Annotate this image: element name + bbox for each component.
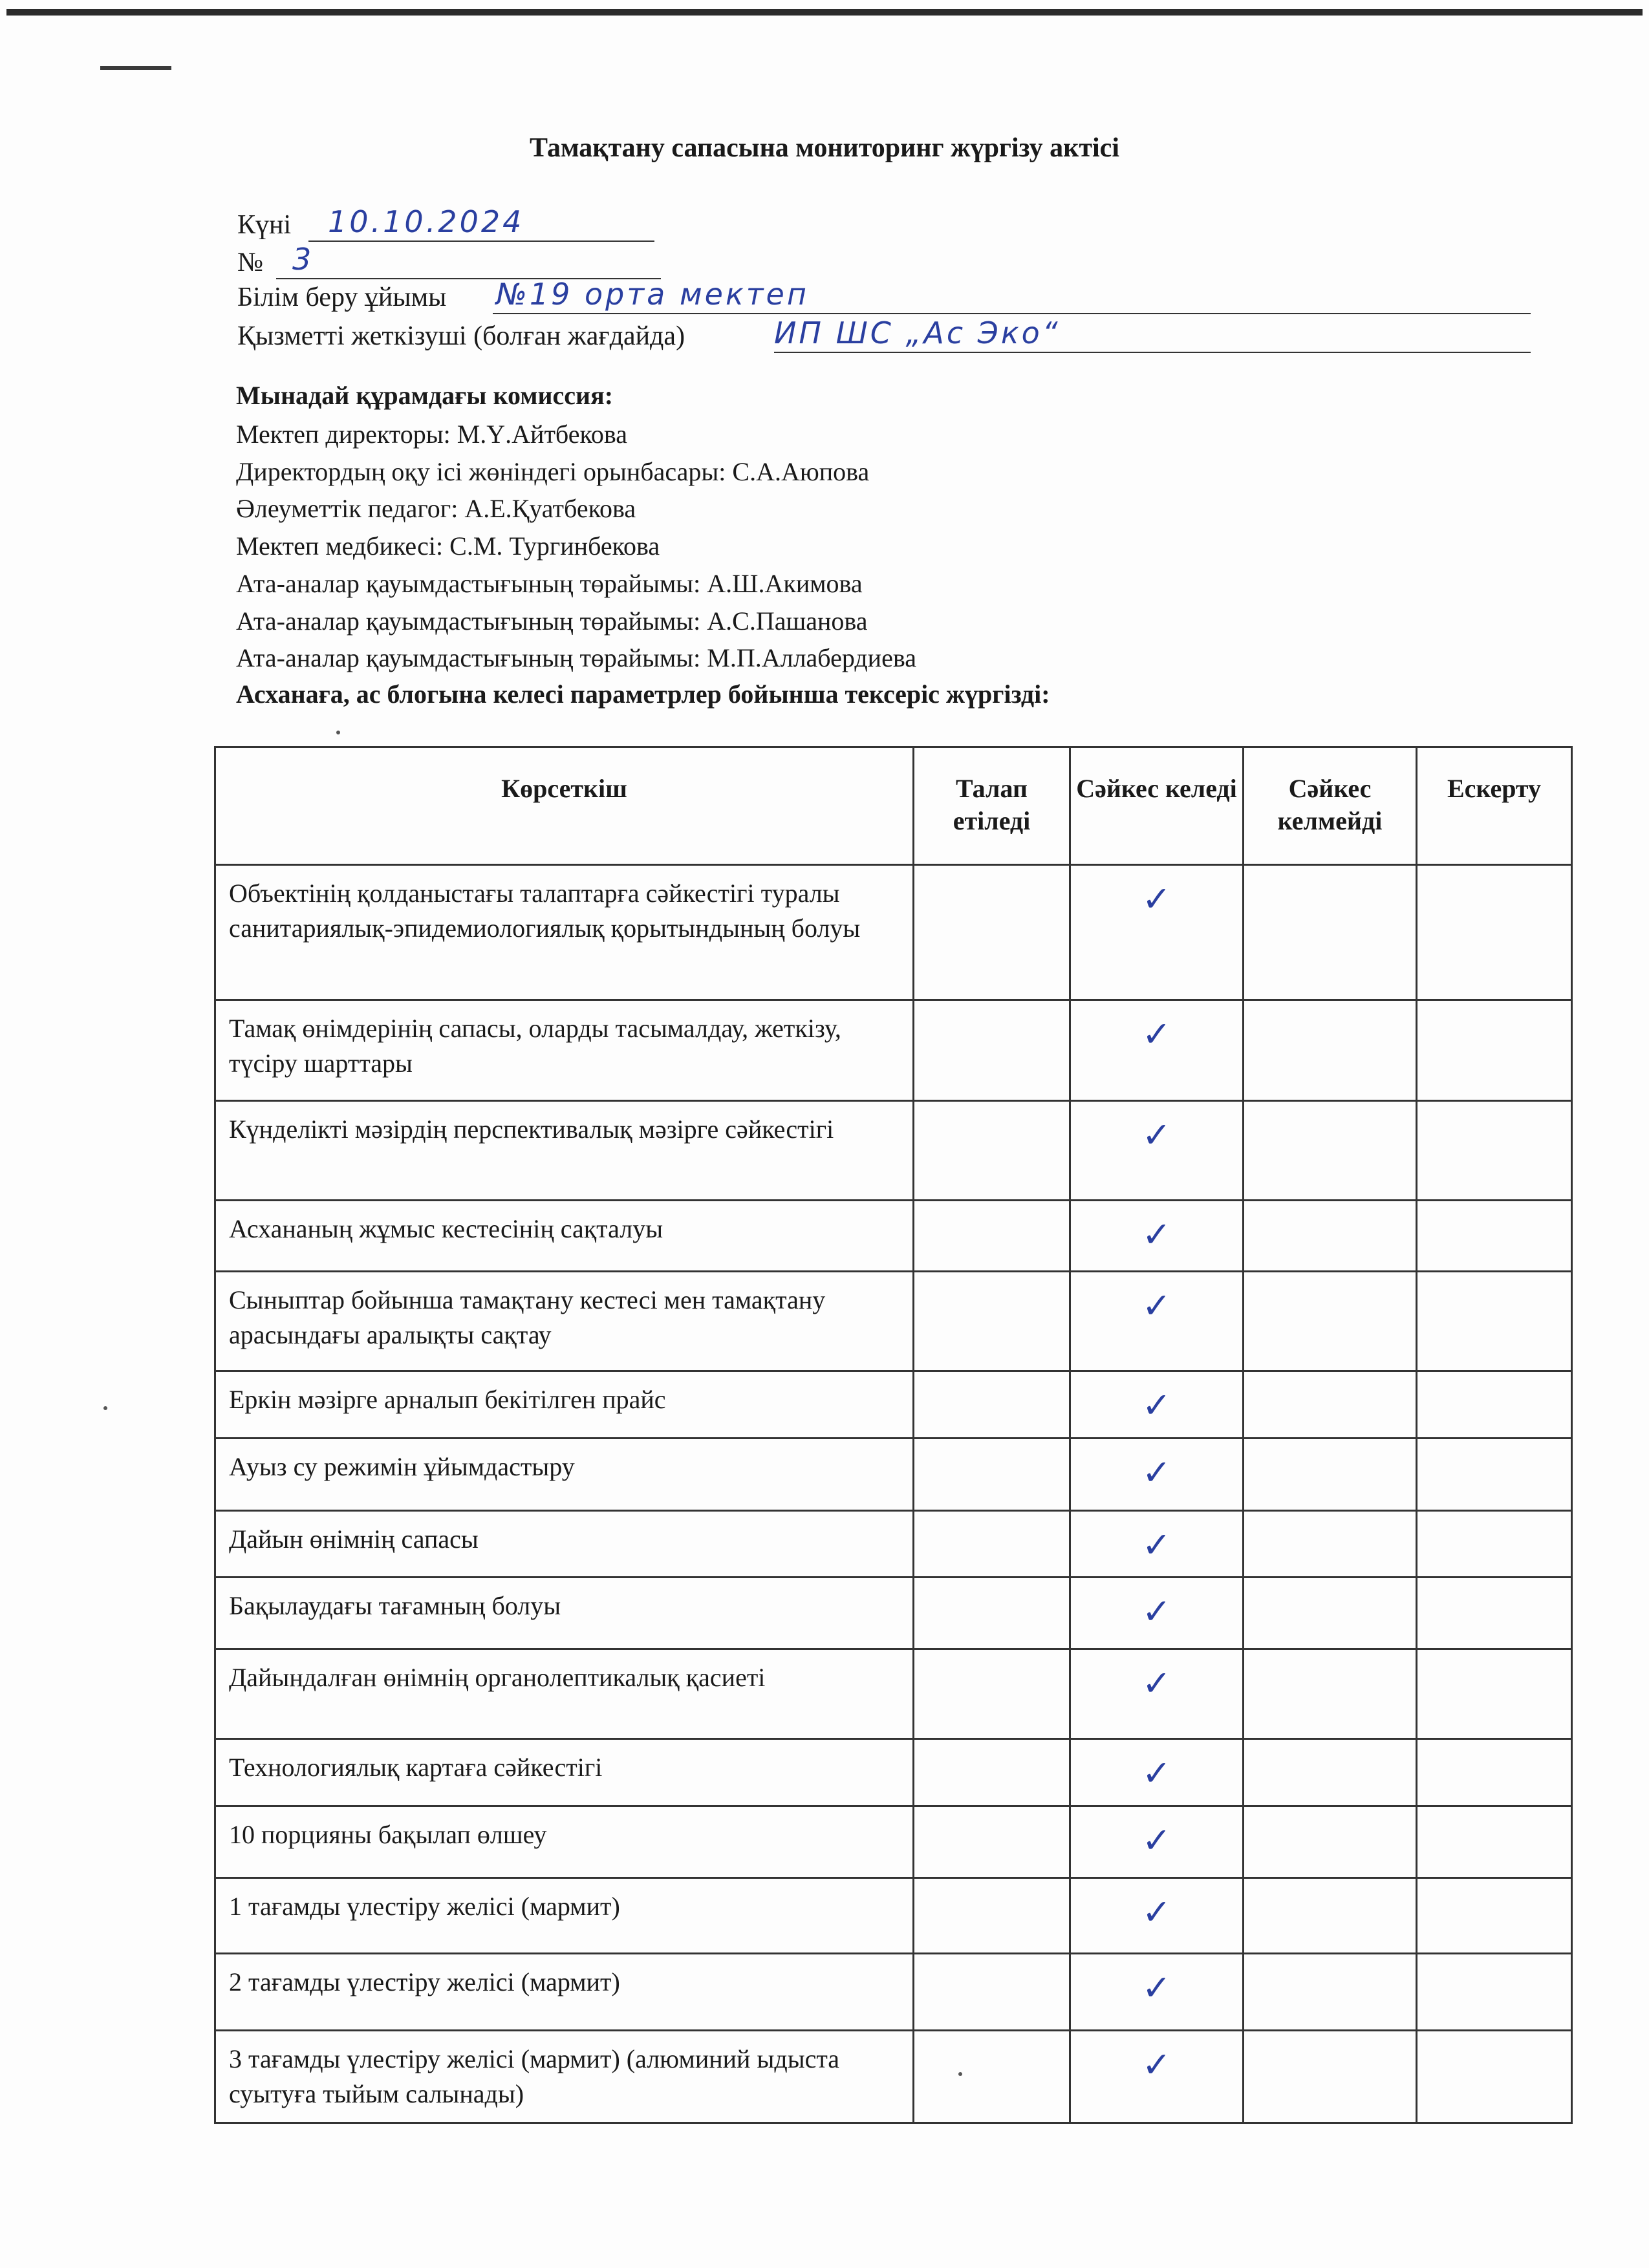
indicator-cell: Дайын өнімнің сапасы bbox=[215, 1511, 914, 1578]
required-cell bbox=[914, 1201, 1070, 1272]
note-cell bbox=[1417, 2031, 1572, 2123]
required-cell bbox=[914, 1439, 1070, 1511]
check-mark: ✓ bbox=[1141, 1967, 1172, 2008]
indicator-cell: Сыныптар бойынша тамақтану кестесі мен тамақтану арасындағы аралықты сақтау bbox=[215, 1272, 914, 1371]
not-complies-cell bbox=[1244, 2031, 1417, 2123]
check-mark: ✓ bbox=[1141, 2044, 1172, 2085]
scan-dot bbox=[103, 1406, 107, 1410]
table-row bbox=[215, 1371, 1572, 1439]
note-cell bbox=[1417, 1000, 1572, 1101]
date-value: 10.10.2024 bbox=[328, 204, 524, 239]
check-mark: ✓ bbox=[1141, 1753, 1172, 1793]
indicator-cell: 3 тағамды үлестіру желісі (мармит) (алюминий ыдыста суытуға тыйым салынады) bbox=[215, 2031, 914, 2123]
check-mark: ✓ bbox=[1141, 1014, 1172, 1054]
not-complies-cell bbox=[1244, 1272, 1417, 1371]
required-cell bbox=[914, 1371, 1070, 1439]
not-complies-cell bbox=[1244, 1000, 1417, 1101]
indicator-cell: 2 тағамды үлестіру желісі (мармит) bbox=[215, 1954, 914, 2031]
note-cell bbox=[1417, 1649, 1572, 1739]
header-note: Ескерту bbox=[1417, 747, 1572, 865]
document-title: Тамақтану сапасына мониторинг жүргізу актісі bbox=[530, 133, 1119, 163]
check-mark: ✓ bbox=[1141, 1385, 1172, 1426]
header-indicator: Көрсеткіш bbox=[215, 747, 914, 865]
commission-heading: Мынадай құрамдағы комиссия: bbox=[236, 381, 614, 410]
check-mark: ✓ bbox=[1141, 1285, 1172, 1326]
inspection-table bbox=[214, 746, 1573, 2124]
indicator-cell: Асхананың жұмыс кестесінің сақталуы bbox=[215, 1201, 914, 1272]
table-row bbox=[215, 1578, 1572, 1649]
table-row bbox=[215, 1739, 1572, 1806]
scan-mark bbox=[100, 66, 171, 70]
note-cell bbox=[1417, 1511, 1572, 1578]
indicator-cell: Объектінің қолданыстағы талаптарға сәйкестігі туралы санитариялық-эпидемиологиялық қорытындының болуы bbox=[215, 865, 914, 1000]
table-row bbox=[215, 2031, 1572, 2123]
complies-cell bbox=[1070, 2031, 1244, 2123]
note-cell bbox=[1417, 1371, 1572, 1439]
not-complies-cell bbox=[1244, 1649, 1417, 1739]
table-row bbox=[215, 1000, 1572, 1101]
not-complies-cell bbox=[1244, 1806, 1417, 1878]
complies-cell bbox=[1070, 1371, 1244, 1439]
complies-cell bbox=[1070, 1000, 1244, 1101]
required-cell bbox=[914, 1649, 1070, 1739]
check-mark: ✓ bbox=[1141, 1524, 1172, 1565]
required-cell bbox=[914, 1272, 1070, 1371]
note-cell bbox=[1417, 1739, 1572, 1806]
required-cell bbox=[914, 1578, 1070, 1649]
supplier-label: Қызметті жеткізуші (болған жағдайда) bbox=[237, 321, 685, 351]
table-row bbox=[215, 1878, 1572, 1954]
required-cell bbox=[914, 1000, 1070, 1101]
indicator-cell: Технологиялық картаға сәйкестігі bbox=[215, 1739, 914, 1806]
table-row bbox=[215, 1201, 1572, 1272]
number-label: № bbox=[237, 248, 264, 277]
not-complies-cell bbox=[1244, 865, 1417, 1000]
complies-cell bbox=[1070, 1101, 1244, 1201]
note-cell bbox=[1417, 1272, 1572, 1371]
header-required: Талап етіледі bbox=[914, 747, 1070, 865]
indicator-cell: Еркін мәзірге арналып бекітілген прайс bbox=[215, 1371, 914, 1439]
commission-member: Мектеп медбикесі: С.М. Тургинбекова bbox=[236, 531, 660, 561]
organization-underline bbox=[493, 313, 1531, 314]
scan-dot bbox=[336, 731, 340, 734]
commission-member: Ата-аналар қауымдастығының төрайымы: А.Ш.Акимова bbox=[236, 568, 863, 598]
note-cell bbox=[1417, 1439, 1572, 1511]
commission-member: Ата-аналар қауымдастығының төрайымы: А.С.Пашанова bbox=[236, 606, 868, 636]
header-complies: Сәйкес келеді bbox=[1070, 747, 1244, 865]
complies-cell bbox=[1070, 1878, 1244, 1954]
required-cell bbox=[914, 2031, 1070, 2123]
not-complies-cell bbox=[1244, 1201, 1417, 1272]
commission-member: Мектеп директоры: М.Ү.Айтбекова bbox=[236, 420, 628, 449]
table-row bbox=[215, 865, 1572, 1000]
check-mark: ✓ bbox=[1141, 1591, 1172, 1632]
required-cell bbox=[914, 1954, 1070, 2031]
table-row bbox=[215, 1806, 1572, 1878]
check-mark: ✓ bbox=[1141, 1820, 1172, 1861]
header-not-complies: Сәйкес келмейді bbox=[1244, 747, 1417, 865]
note-cell bbox=[1417, 1878, 1572, 1954]
check-mark: ✓ bbox=[1141, 1214, 1172, 1255]
date-label: Күні bbox=[237, 210, 292, 240]
not-complies-cell bbox=[1244, 1439, 1417, 1511]
complies-cell bbox=[1070, 1511, 1244, 1578]
indicator-cell: Тамақ өнімдерінің сапасы, оларды тасымалдау, жеткізу, түсіру шарттары bbox=[215, 1000, 914, 1101]
organization-field bbox=[237, 278, 1534, 316]
table-row bbox=[215, 1954, 1572, 2031]
not-complies-cell bbox=[1244, 1578, 1417, 1649]
date-field bbox=[237, 206, 658, 243]
not-complies-cell bbox=[1244, 1101, 1417, 1201]
check-mark: ✓ bbox=[1141, 1892, 1172, 1932]
inspection-heading: Асханаға, ас блогына келесі параметрлер бойынша тексеріс жүргізді: bbox=[236, 679, 1050, 709]
note-cell bbox=[1417, 1101, 1572, 1201]
table-row bbox=[215, 1101, 1572, 1201]
note-cell bbox=[1417, 1954, 1572, 2031]
not-complies-cell bbox=[1244, 1878, 1417, 1954]
indicator-cell: Бақылаудағы тағамның болуы bbox=[215, 1578, 914, 1649]
indicator-cell: Дайындалған өнімнің органолептикалық қасиеті bbox=[215, 1649, 914, 1739]
complies-cell bbox=[1070, 1806, 1244, 1878]
scan-edge bbox=[6, 9, 1643, 16]
complies-cell bbox=[1070, 865, 1244, 1000]
required-cell bbox=[914, 1739, 1070, 1806]
commission-member: Ата-аналар қауымдастығының төрайымы: М.П.Аллабердиева bbox=[236, 643, 916, 673]
complies-cell bbox=[1070, 1739, 1244, 1806]
note-cell bbox=[1417, 865, 1572, 1000]
organization-label: Білім беру ұйымы bbox=[237, 283, 447, 312]
commission-members bbox=[236, 416, 916, 677]
check-mark: ✓ bbox=[1141, 1452, 1172, 1493]
not-complies-cell bbox=[1244, 1511, 1417, 1578]
not-complies-cell bbox=[1244, 1954, 1417, 2031]
supplier-underline bbox=[774, 352, 1531, 353]
check-mark: ✓ bbox=[1141, 879, 1172, 919]
not-complies-cell bbox=[1244, 1739, 1417, 1806]
number-field bbox=[237, 243, 658, 281]
commission-member: Әлеуметтік педагог: А.Е.Қуатбекова bbox=[236, 494, 636, 524]
table-row bbox=[215, 1649, 1572, 1739]
required-cell bbox=[914, 1101, 1070, 1201]
indicator-cell: 1 тағамды үлестіру желісі (мармит) bbox=[215, 1878, 914, 1954]
complies-cell bbox=[1070, 1954, 1244, 2031]
note-cell bbox=[1417, 1201, 1572, 1272]
not-complies-cell bbox=[1244, 1371, 1417, 1439]
table-row bbox=[215, 1439, 1572, 1511]
organization-value: №19 орта мектеп bbox=[496, 277, 809, 312]
indicator-cell: Күнделікті мәзірдің перспективалық мәзірге сәйкестігі bbox=[215, 1101, 914, 1201]
table-header-row bbox=[215, 747, 1572, 865]
required-cell bbox=[914, 865, 1070, 1000]
complies-cell bbox=[1070, 1578, 1244, 1649]
number-value: 3 bbox=[292, 242, 314, 277]
supplier-field bbox=[237, 317, 1534, 354]
commission-member: Директордың оқу ісі жөніндегі орынбасары: С.А.Аюпова bbox=[236, 456, 870, 486]
complies-cell bbox=[1070, 1272, 1244, 1371]
table-row bbox=[215, 1272, 1572, 1371]
required-cell bbox=[914, 1878, 1070, 1954]
complies-cell bbox=[1070, 1439, 1244, 1511]
complies-cell bbox=[1070, 1201, 1244, 1272]
indicator-cell: 10 порцияны бақылап өлшеу bbox=[215, 1806, 914, 1878]
table-row bbox=[215, 1511, 1572, 1578]
check-mark: ✓ bbox=[1141, 1663, 1172, 1704]
date-underline bbox=[308, 241, 654, 242]
required-cell bbox=[914, 1511, 1070, 1578]
note-cell bbox=[1417, 1578, 1572, 1649]
indicator-cell: Ауыз су режимін ұйымдастыру bbox=[215, 1439, 914, 1511]
note-cell bbox=[1417, 1806, 1572, 1878]
complies-cell bbox=[1070, 1649, 1244, 1739]
required-cell bbox=[914, 1806, 1070, 1878]
check-mark: ✓ bbox=[1141, 1115, 1172, 1155]
supplier-value: ИП ШС „Ас Эко“ bbox=[774, 316, 1061, 350]
